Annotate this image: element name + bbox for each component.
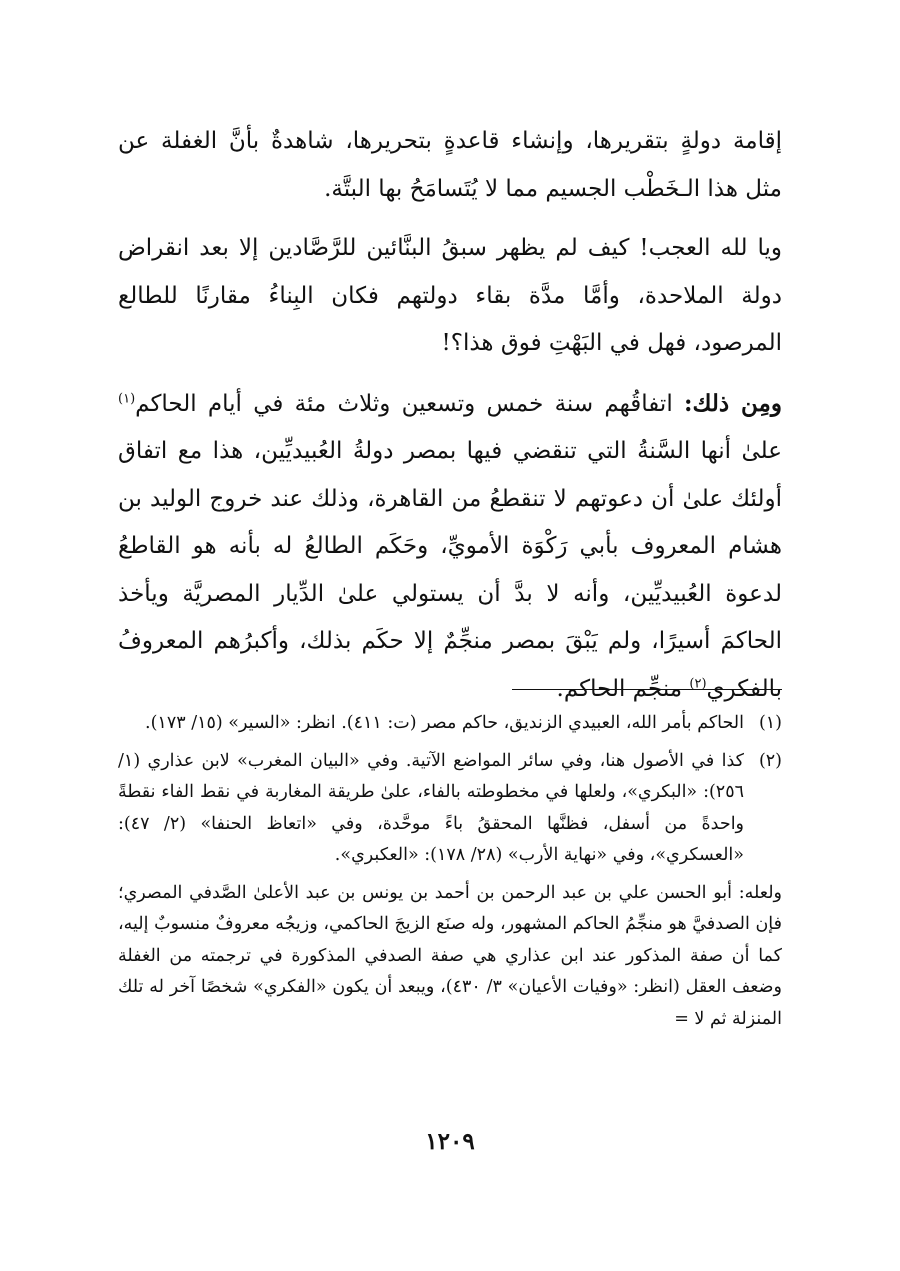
footnote-2-text: كذا في الأصول هنا، وفي سائر المواضع الآتية. وفي «البيان المغرب» لابن عذاري (١/ ٢٥٦): «البكري»، ولعلها في مخطوطته بالفاء، علىٰ طريقة المغاربة في نقط الفاء نقطةً واحدةً من أسفل، فظنَّها المحققُ باءً موحَّدة، وفي «اتعاظ الحنفا» (٢/ ٤٧): «العسكري»، وفي «نهاية الأرب» (٢٨/ ١٧٨): «العكبري».	[118, 750, 745, 865]
footnote-1	[118, 708, 782, 740]
footnote-divider	[512, 689, 782, 690]
footnote-ref-2[interactable]: (٢)	[689, 675, 707, 691]
footnote-2	[118, 746, 782, 872]
main-text	[118, 118, 782, 713]
paragraph-3-text-a: اتفاقُهم سنة خمس وتسعين وثلاث مئة في أيام الحاكم	[135, 390, 684, 417]
paragraph-3-lead: ومِن ذلك:	[683, 389, 782, 417]
paragraph-1	[118, 118, 782, 213]
paragraph-1-text: إقامة دولةٍ بتقريرها، وإنشاء قاعدةٍ بتحريرها، شاهدةٌ بأنَّ الغفلة عن مثل هذا الـخَطْب الجسيم مما لا يُتَسامَحُ بها البتَّة.	[118, 128, 782, 202]
paragraph-3-text-b: علىٰ أنها السَّنةُ التي تنقضي فيها بمصر دولةُ العُبيديِّين، هذا مع اتفاق أولئك علىٰ أن دعوتهم لا تنقطعُ من القاهرة، وذلك عند خروج الوليد بن هشام المعروف بأبي رَكْوَة الأمويِّ، وحَكَم الطالعُ له بأنه هو القاطعُ لدعوة العُبيديِّين، وأنه لا بدَّ أن يستولي علىٰ الدِّيار المصريَّة ويأخذ الحاكمَ أسيرًا، ولم يَبْقَ بمصر منجِّمٌ إلا حكَم بذلك، وأكبرُهم المعروفُ بالفكري	[118, 438, 782, 702]
page-number: ١٢٠٩	[425, 1128, 475, 1155]
paragraph-2-text: ويا لله العجب! كيف لم يظهر سبقُ البنَّائين للرَّصَّادين إلا بعد انقراض دولة الملاحدة، وأمَّا مدَّة بقاء دولتهم فكان البِناءُ مقارنًا للطالع المرصود، فهل في البَهْتِ فوق هذا؟!	[118, 235, 782, 356]
footnotes	[118, 708, 782, 1035]
paragraph-2	[118, 225, 782, 368]
paragraph-3	[118, 380, 782, 714]
footnote-2-number: (٢)	[758, 750, 782, 771]
book-page	[118, 118, 782, 1271]
footnote-ref-1[interactable]: (١)	[118, 390, 136, 406]
footnote-1-text: الحاكم بأمر الله، العبيدي الزنديق، حاكم مصر (ت: ٤١١). انظر: «السير» (١٥/ ١٧٣).	[145, 713, 744, 733]
footnote-2-continuation: ولعله: أبو الحسن علي بن عبد الرحمن بن أحمد بن يونس بن عبد الأعلىٰ الصَّدفي المصري؛ فإن الصدفيَّ هو منجِّمُ الحاكم المشهور، وله صنَع الزيجَ الحاكمي، وزيجُه معروفٌ منسوبٌ إليه، كما أن صفة المذكور عند ابن عذاري هي صفة الصدفي المذكورة في ترجمته من الغفلة وضعف العقل (انظر: «وفيات الأعيان» ٣/ ٤٣٠)، ويبعد أن يكون «الفكري» شخصًا آخر له تلك المنزلة ثم لا =	[118, 882, 782, 1029]
paragraph-3-text-c: منجِّم الحاكم.	[556, 675, 690, 702]
footnote-1-number: (١)	[758, 713, 782, 733]
